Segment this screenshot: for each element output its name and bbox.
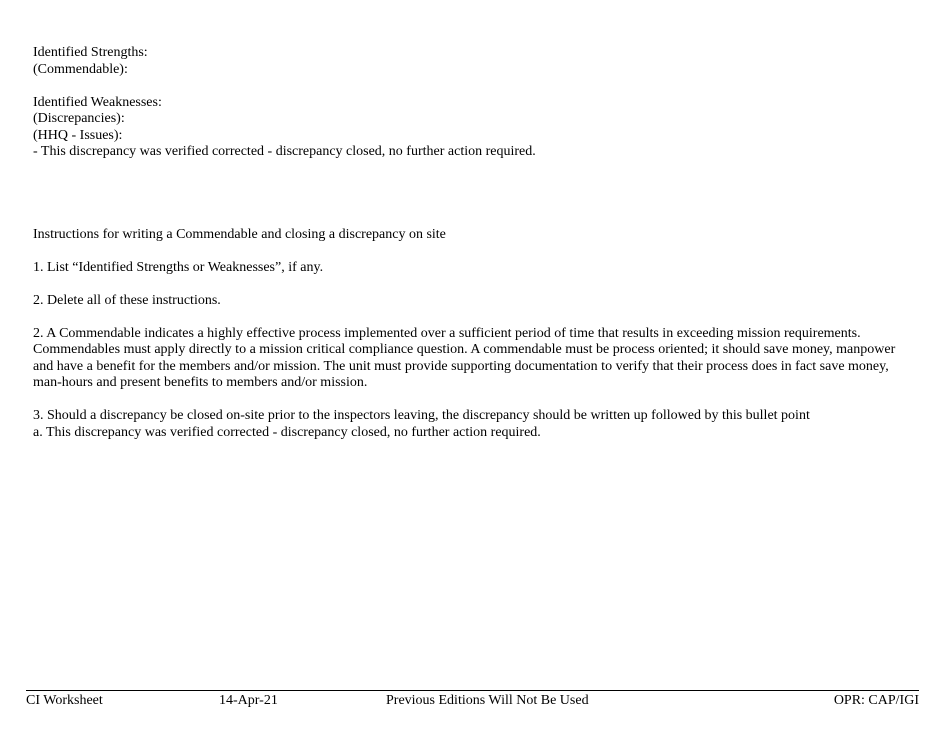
discrepancies-label: (Discrepancies): [33, 111, 125, 126]
instruction-item-2-commendable: 2. A Commendable indicates a highly effective process implemented over a sufficient period of time that results in exceeding mission requirements. Commendables must apply directly to a mission critical compliance question. A commendable must be process oriented; it should save money, manpower and have a benefit for the members and/or mission. The unit must provide supporting documentation to verify that their process does in fact save money, man-hours and present benefits to members and/or mission. [33, 325, 896, 390]
instruction-item-2-delete: 2. Delete all of these instructions. [33, 292, 221, 308]
instructions-title: Instructions for writing a Commendable and closing a discrepancy on site [33, 226, 446, 242]
page-footer [26, 690, 919, 713]
instruction-item-3: 3. Should a discrepancy be closed on-site prior to the inspectors leaving, the discrepancy should be written up followed by this bullet point [33, 408, 810, 423]
footer-date: 14-Apr-21 [219, 693, 278, 708]
closed-discrepancy-bullet: - This discrepancy was verified corrected - discrepancy closed, no further action required. [33, 144, 536, 159]
footer-notice: Previous Editions Will Not Be Used [386, 693, 589, 708]
instruction-item-3a: a. This discrepancy was verified corrected - discrepancy closed, no further action required. [33, 424, 541, 440]
strengths-heading: Identified Strengths: [33, 45, 148, 60]
weaknesses-heading: Identified Weaknesses: [33, 94, 162, 110]
footer-opr: OPR: CAP/IGI [833, 693, 919, 708]
footer-form-name: CI Worksheet [26, 693, 103, 708]
instruction-item-1: 1. List “Identified Strengths or Weaknesses”, if any. [33, 259, 324, 275]
document-body [33, 45, 918, 441]
commendable-label: (Commendable): [33, 61, 128, 77]
hhq-issues-label: (HHQ - Issues): [33, 127, 123, 143]
